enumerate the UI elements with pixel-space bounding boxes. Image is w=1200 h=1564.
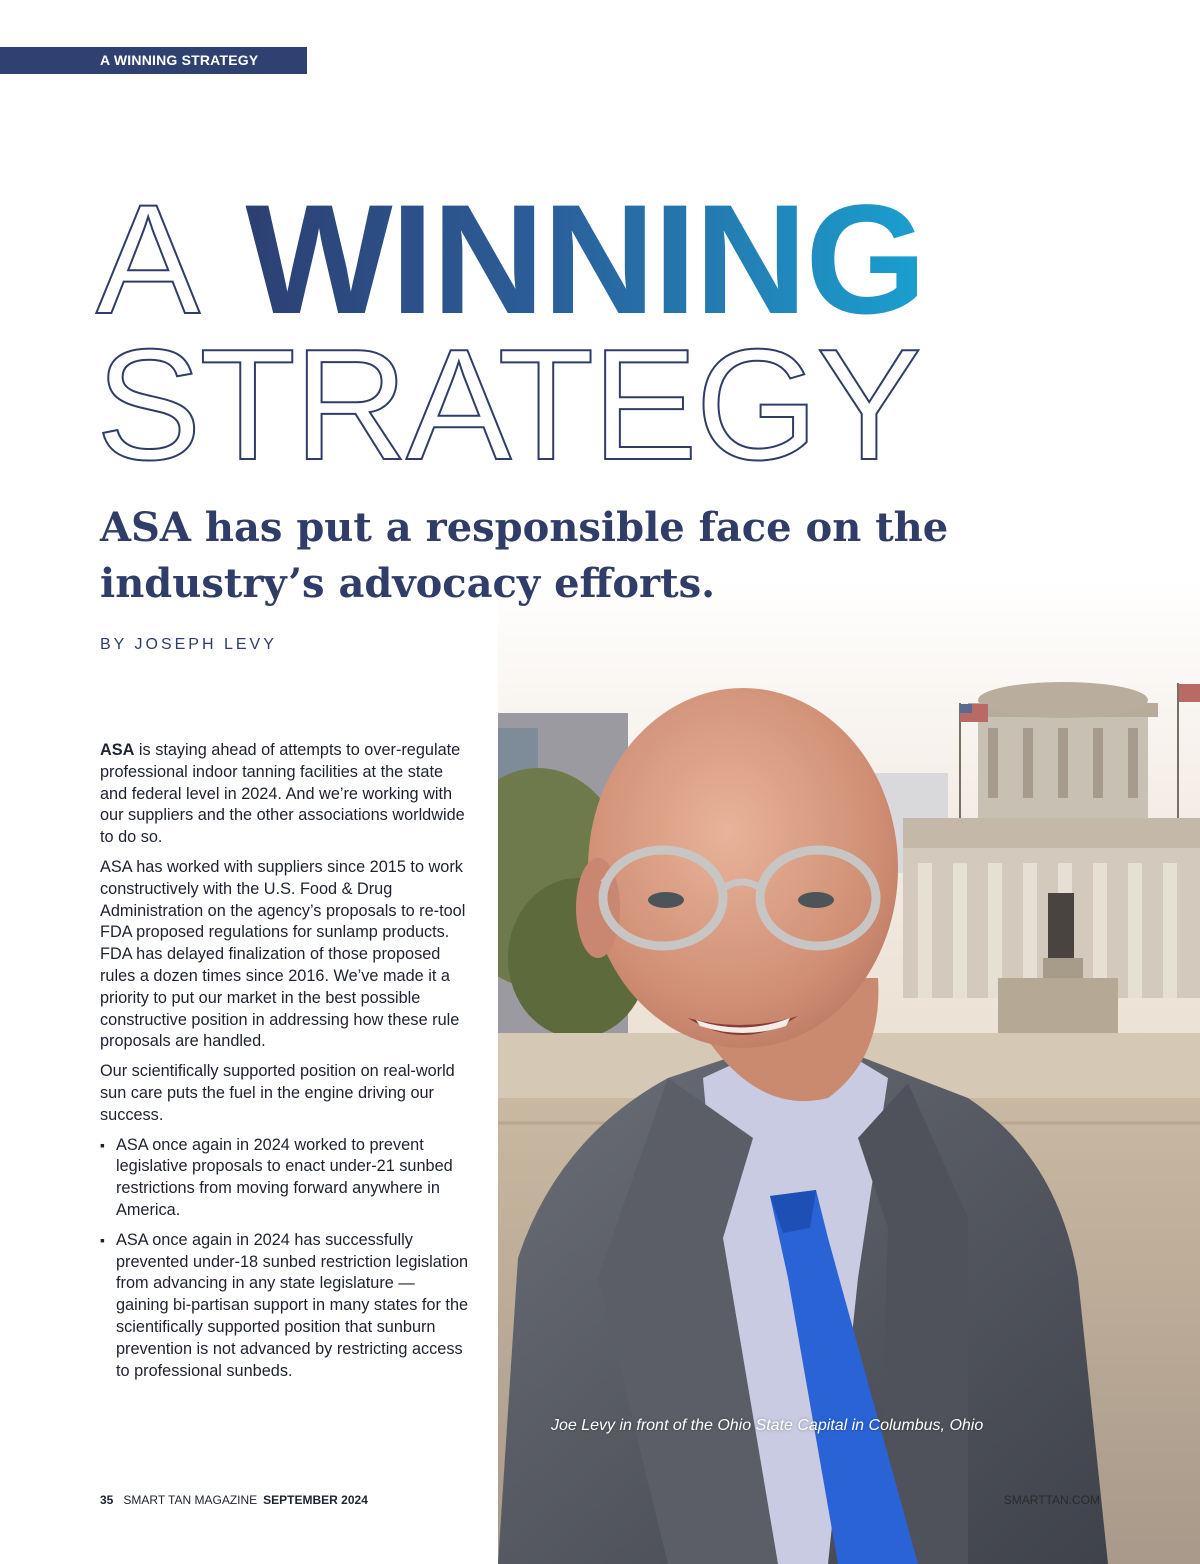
- magazine-name: SMART TAN MAGAZINE: [123, 1493, 258, 1507]
- bullet-item: [100, 1135, 470, 1222]
- issue-date: SEPTEMBER 2024: [263, 1493, 368, 1507]
- bullet-list: [100, 1135, 470, 1383]
- paragraph-1-text: is staying ahead of attempts to over-regulate professional indoor tanning facilities at the state and federal level in 2024. And we’re working with our suppliers and the other associations worldwide to do so.: [100, 741, 465, 847]
- page-number: 35: [100, 1493, 114, 1507]
- site-url: SMARTTAN.COM: [1003, 1493, 1100, 1507]
- subhead: ASA has put a responsible face on the industry’s advocacy efforts.: [100, 504, 949, 607]
- headline-line-1: [96, 173, 925, 347]
- bullet-item: [100, 1230, 470, 1383]
- headline-word-a: A: [96, 173, 203, 347]
- article-body: [100, 740, 470, 1390]
- paragraph-2: ASA has worked with suppliers since 2015 to work constructively with the U.S. Food & Drug Administration on the agency’s proposals to re-tool FDA proposed regulations for sunlamp products. FDA has delayed finalization of those proposed rules a dozen times since 2016. We’ve made it a priority to put our market in the best possible constructive position in addressing how these rule proposals are handled.: [100, 857, 466, 1051]
- byline: BY JOSEPH LEVY: [100, 636, 277, 653]
- photo-caption: Joe Levy in front of the Ohio State Capital in Columbus, Ohio: [551, 1417, 984, 1434]
- section-tab: A WINNING STRATEGY: [0, 47, 307, 74]
- bullet-text: ASA once again in 2024 worked to prevent legislative proposals to enact under-21 sunbed restrictions from moving forward anywhere in America.: [116, 1135, 453, 1219]
- bullet-icon: ▪: [100, 1136, 105, 1153]
- bullet-text: ASA once again in 2024 has successfully prevented under-18 sunbed restriction legislation from advancing in any state legislature — gaining bi-partisan support in many states for the scientifically supported position that sunburn prevention is not advanced by restricting access to professional sunbeds.: [116, 1230, 469, 1380]
- bullet-icon: ▪: [100, 1231, 105, 1248]
- page-footer: [100, 1493, 1100, 1509]
- paragraph-3: Our scientifically supported position on real-world sun care puts the fuel in the engine driving our success.: [100, 1062, 455, 1124]
- headline-word-strategy: STRATEGY: [96, 317, 920, 493]
- paragraph-1: [100, 740, 470, 849]
- lead-word: ASA: [100, 741, 135, 759]
- headline-word-winning: WINNING: [245, 173, 925, 347]
